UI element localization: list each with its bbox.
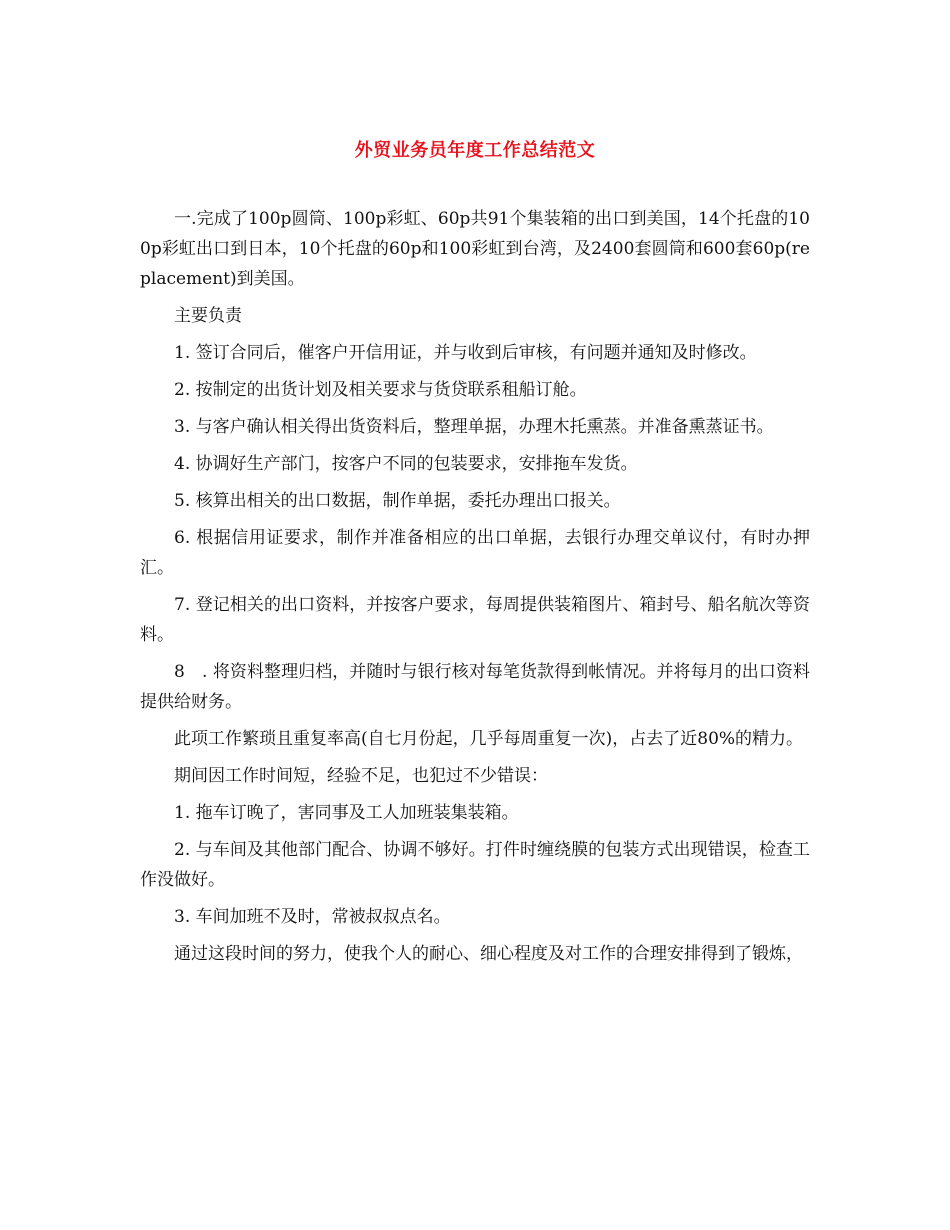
paragraph: 通过这段时间的努力，使我个人的耐心、细心程度及对工作的合理安排得到了锻炼， (174, 944, 803, 964)
list-item: 2. 与车间及其他部门配合、协调不够好。打件时缠绕膜的包装方式出现错误，检查工作没做好。 (140, 840, 810, 890)
list-item: 5. 核算出相关的出口数据，制作单据，委托办理出口报关。 (174, 491, 621, 511)
list-item: 3. 与客户确认相关得出货资料后，整理单据，办理木托熏蒸。并准备熏蒸证书。 (174, 417, 774, 437)
list-item: 6. 根据信用证要求，制作并准备相应的出口单据，去银行办理交单议付，有时办押汇。 (140, 528, 810, 578)
paragraph: 此项工作繁琐且重复率高(自七月份起，几乎每周重复一次)，占去了近80%的精力。 (174, 729, 804, 749)
list-item: 7. 登记相关的出口资料，并按客户要求，每周提供装箱图片、箱封号、船名航次等资料。 (140, 595, 810, 645)
list-item: 8 . 将资料整理归档，并随时与银行核对每笔货款得到帐情况。并将每月的出口资料提供给财务。 (140, 662, 810, 712)
paragraph: 主要负责 (174, 306, 242, 326)
paragraph: 一.完成了100p圆筒、100p彩虹、60p共91个集装箱的出口到美国，14个托盘的100p彩虹出口到日本，10个托盘的60p和100彩虹到台湾，及2400套圆筒和600套60p(replacement)到美国。 (140, 209, 810, 289)
list-item: 1. 拖车订晚了，害同事及工人加班装集装箱。 (174, 803, 519, 823)
list-item: 4. 协调好生产部门，按客户不同的包装要求，安排拖车发货。 (174, 454, 638, 474)
list-item: 1. 签订合同后，催客户开信用证，并与收到后审核，有问题并通知及时修改。 (174, 343, 757, 363)
document-body (140, 204, 810, 976)
paragraph: 期间因工作时间短，经验不足，也犯过不少错误： (174, 766, 548, 786)
list-item: 2. 按制定的出货计划及相关要求与货贷联系租船订舱。 (174, 380, 587, 400)
list-item: 3. 车间加班不及时，常被叔叔点名。 (174, 907, 451, 927)
document-title: 外贸业务员年度工作总结范文 (354, 140, 596, 161)
